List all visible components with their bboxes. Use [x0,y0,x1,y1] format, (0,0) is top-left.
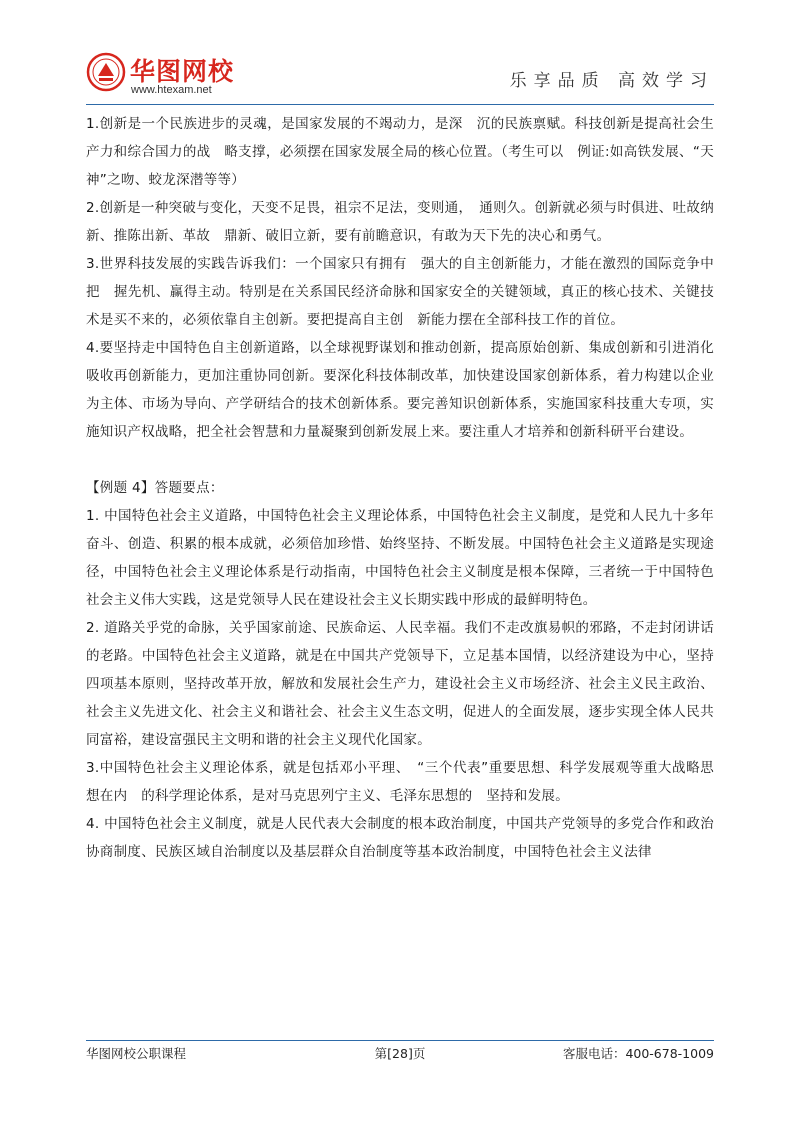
document-body [86,110,714,866]
example-heading: 【例题 4】答题要点： [86,480,224,496]
brand-name: 华图网校 [130,57,235,86]
paragraph-2: 2.创新是一种突破与变化，天变不足畏，祖宗不足法，变则通， 通则久。创新就必须与时俱进、吐故纳新、推陈出新、革故 鼎新、破旧立新，要有前瞻意识，有敢为天下先的决心和勇气。 [86,200,714,244]
footer-divider [86,1040,714,1041]
page-footer [86,1044,714,1064]
section-gap [86,446,714,474]
answer-point-1: 1. 中国特色社会主义道路，中国特色社会主义理论体系，中国特色社会主义制度，是党和人民九十多年奋斗、创造、积累的根本成就，必须倍加珍惜、始终坚持、不断发展。中国特色社会主义道路是实现途径，中国特色社会主义理论体系是行动指南，中国特色社会主义制度是根本保障，三者统一于中国特色社会主义伟大实践，这是党领导人民在建设社会主义长期实践中形成的最鲜明特色。 [86,508,714,608]
page-header [86,44,714,106]
footer-course-name: 华图网校公职课程 [86,1046,187,1061]
paragraph-3: 3.世界科技发展的实践告诉我们：一个国家只有拥有 强大的自主创新能力，才能在激烈的国际竞争中把 握先机、赢得主动。特别是在关系国民经济命脉和国家安全的关键领域，真正的核心技术、关键技术是买不来的，必须依靠自主创新。要把提高自主创 新能力摆在全部科技工作的首位。 [86,256,714,328]
paragraph-1: 1.创新是一个民族进步的灵魂，是国家发展的不竭动力，是深 沉的民族禀赋。科技创新是提高社会生产力和综合国力的战 略支撑，必须摆在国家发展全局的核心位置。（考生可以 例证:如高铁发展、“天神”之吻、蛟龙深潜等等） [86,116,714,188]
brand-emblem-icon [86,52,126,92]
footer-service-phone: 客服电话：400-678-1009 [562,1046,714,1061]
header-divider [86,104,714,105]
answer-point-4: 4. 中国特色社会主义制度，就是人民代表大会制度的根本政治制度，中国共产党领导的多党合作和政治协商制度、民族区域自治制度以及基层群众自治制度等基本政治制度，中国特色社会主义法律 [86,816,714,860]
brand-logo[interactable] [86,50,256,102]
paragraph-4: 4.要坚持走中国特色自主创新道路，以全球视野谋划和推动创新，提高原始创新、集成创新和引进消化吸收再创新能力，更加注重协同创新。要深化科技体制改革，加快建设国家创新体系，着力构建以企业为主体、市场为导向、产学研结合的技术创新体系。要完善知识创新体系，实施国家科技重大专项，实施知识产权战略，把全社会智慧和力量凝聚到创新发展上来。要注重人才培养和创新科研平台建设。 [86,340,714,440]
brand-url: www.htexam.net [131,84,212,96]
answer-point-3: 3.中国特色社会主义理论体系，就是包括邓小平理、 “三个代表”重要思想、科学发展观等重大战略思想在内 的科学理论体系，是对马克思列宁主义、毛泽东思想的 坚持和发展。 [86,760,714,804]
page-number: 第[28]页 [374,1046,426,1061]
header-slogan: 乐享品质 高效学习 [509,71,714,91]
answer-point-2: 2. 道路关乎党的命脉，关乎国家前途、民族命运、人民幸福。我们不走改旗易帜的邪路，不走封闭讲话的老路。中国特色社会主义道路，就是在中国共产党领导下，立足基本国情，以经济建设为中心，坚持四项基本原则，坚持改革开放，解放和发展社会生产力，建设社会主义市场经济、社会主义民主政治、社会主义先进文化、社会主义和谐社会、社会主义生态文明，促进人的全面发展，逐步实现全体人民共同富裕，建设富强民主文明和谐的社会主义现代化国家。 [86,620,714,748]
